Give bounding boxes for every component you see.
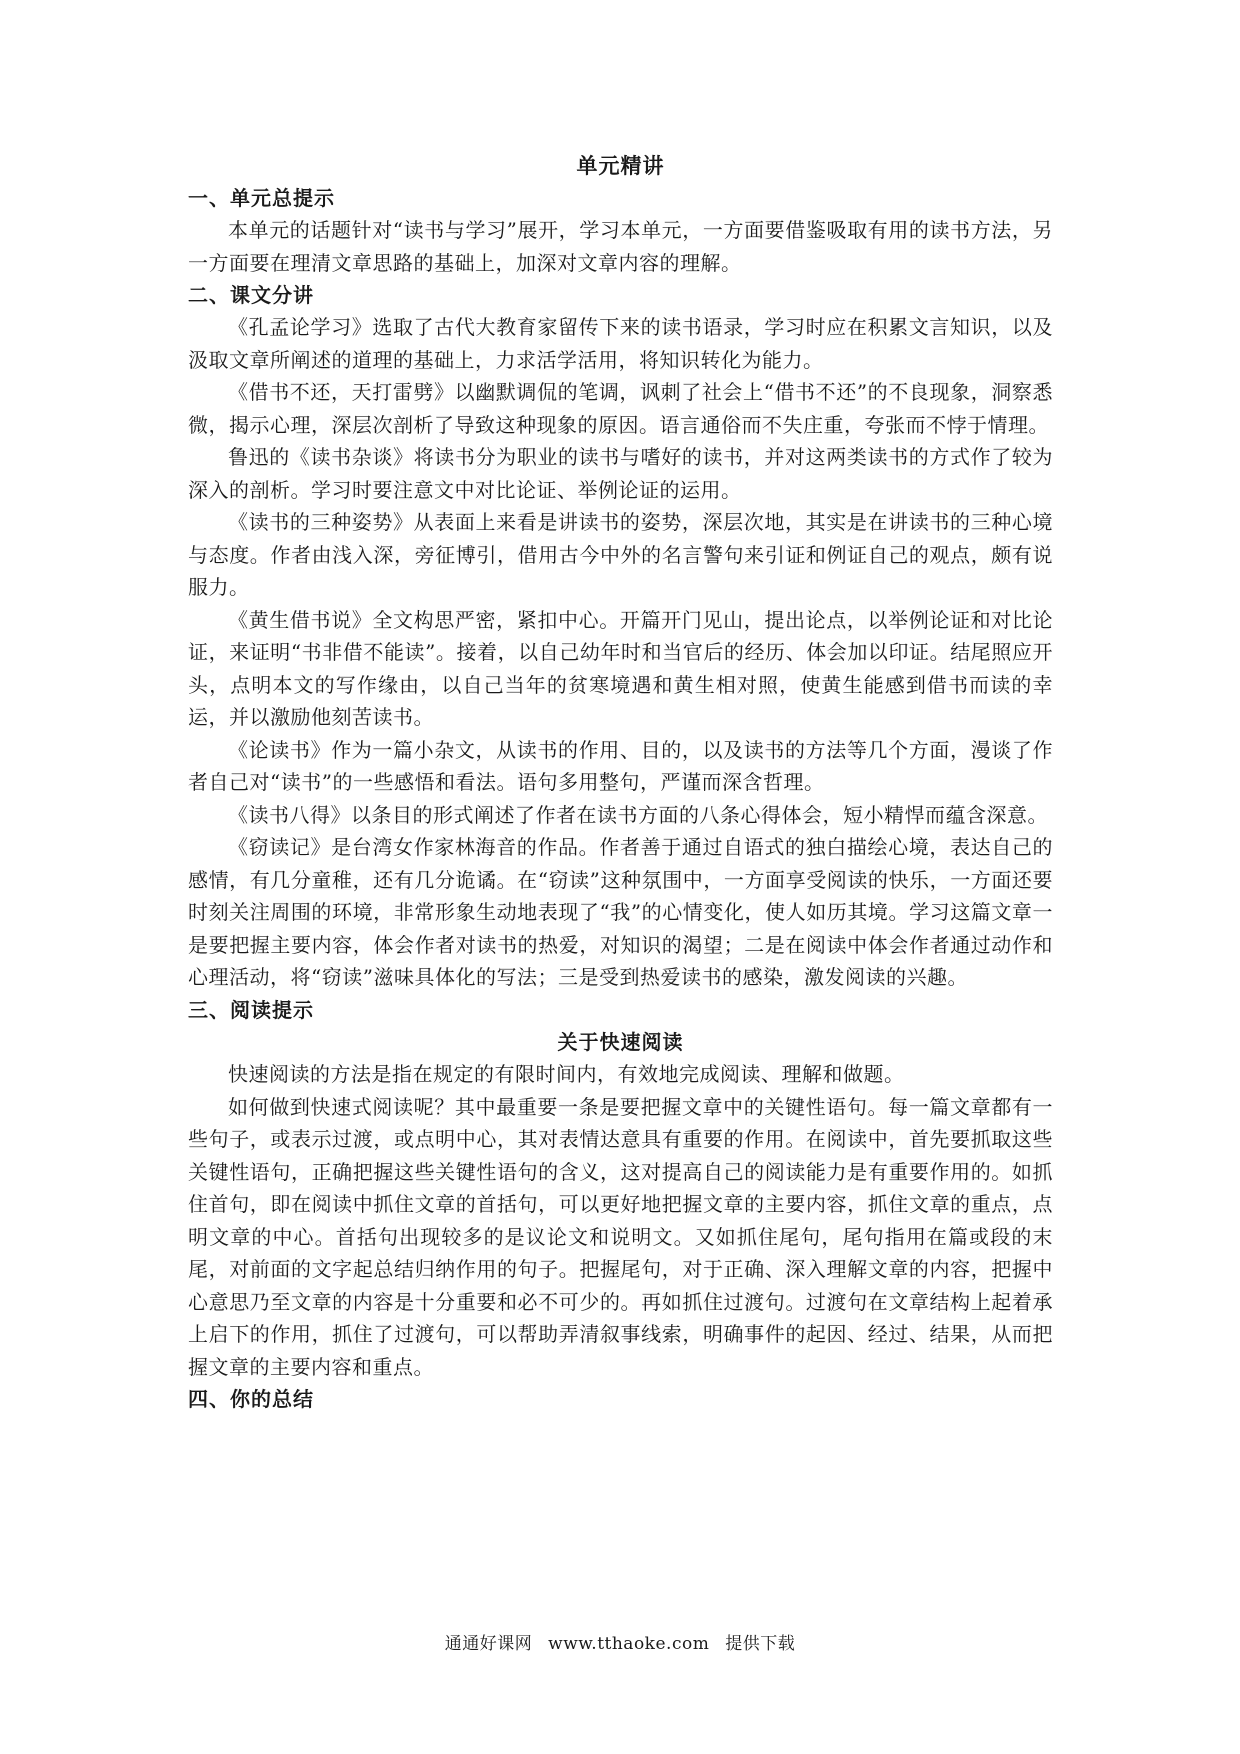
section-heading: 四、你的总结 [188,1387,314,1411]
footer-suffix: 提供下载 [725,1634,796,1654]
footer-site-name: 通通好课网 [444,1634,533,1654]
section-heading: 三、阅读提示 [188,997,314,1022]
page-footer [0,1632,1240,1656]
paragraph: 《借书不还，天打雷劈》以幽默调侃的笔调，讽刺了社会上“借书不还”的不良现象，洞察悉微，揭示心理，深层次剖析了导致这种现象的原因。语言通俗而不失庄重，夸张而不悖于情理。 [188,380,1053,437]
section-heading: 二、课文分讲 [188,283,314,307]
section-unit-overview [188,182,1053,279]
paragraph: 如何做到快速式阅读呢？其中最重要一条是要把握文章中的关键性语句。每一篇文章都有一些句子，或表示过渡，或点明中心，其对表情达意具有重要的作用。在阅读中，首先要抓取这些关键性语句，正确把握这些关键性语句的含义，这对提高自己的阅读能力是有重要作用的。如抓住首句，即在阅读中抓住文章的首括句，可以更好地把握文章的主要内容，抓住文章的重点，点明文章的中心。首括句出现较多的是议论文和说明文。又如抓住尾句，尾句指用在篇或段的末尾，对前面的文字起总结归纳作用的句子。把握尾句，对于正确、深入理解文章的内容，把握中心意思乃至文章的内容是十分重要和必不可少的。再如抓住过渡句。过渡句在文章结构上起着承上启下的作用，抓住了过渡句，可以帮助弄清叙事线索，明确事件的起因、经过、结果，从而把握文章的主要内容和重点。 [188,1094,1053,1379]
page-title: 单元精讲 [576,154,665,178]
subheading: 关于快速阅读 [557,1029,684,1054]
paragraph: 快速阅读的方法是指在规定的有限时间内，有效地完成阅读、理解和做题。 [228,1062,905,1086]
paragraph: 《读书的三种姿势》从表面上来看是讲读书的姿势，深层次地，其实是在讲读书的三种心境与态度。作者由浅入深，旁征博引，借用古今中外的名言警句来引证和例证自己的观点，颇有说服力。 [188,510,1053,599]
section-your-summary [188,1383,1053,1415]
paragraph: 《论读书》作为一篇小杂文，从读书的作用、目的，以及读书的方法等几个方面，漫谈了作者自己对“读书”的一些感悟和看法。语句多用整句，严谨而深含哲理。 [188,737,1053,794]
paragraph: 《黄生借书说》全文构思严密，紧扣中心。开篇开门见山，提出论点，以举例论证和对比论证，来证明“书非借不能读”。接着，以自己幼年时和当官后的经历、体会加以印证。结尾照应开头，点明本文的写作缘由，以自己当年的贫寒境遇和黄生相对照，使黄生能感到借书而读的幸运，并以激励他刻苦读书。 [188,607,1053,729]
paragraph: 鲁迅的《读书杂谈》将读书分为职业的读书与嗜好的读书，并对这两类读书的方式作了较为深入的剖析。学习时要注意文中对比论证、举例论证的运用。 [188,445,1053,502]
footer-url: www.tthaoke.com [548,1634,710,1654]
paragraph: 本单元的话题针对“读书与学习”展开，学习本单元，一方面要借鉴吸取有用的读书方法，另一方面要在理清文章思路的基础上，加深对文章内容的理解。 [188,218,1053,275]
document-page [188,150,1053,1415]
paragraph: 《孔孟论学习》选取了古代大教育家留传下来的读书语录，学习时应在积累文言知识，以及汲取文章所阐述的道理的基础上，力求活学活用，将知识转化为能力。 [188,315,1053,372]
section-reading-tips [188,994,1053,1384]
section-lesson-analysis [188,279,1053,994]
section-heading: 一、单元总提示 [188,186,335,210]
paragraph: 《读书八得》以条目的形式阐述了作者在读书方面的八条心得体会，短小精悍而蕴含深意。 [228,802,1048,827]
paragraph: 《窃读记》是台湾女作家林海音的作品。作者善于通过自语式的独白描绘心境，表达自己的感情，有几分童稚，还有几分诡谲。在“窃读”这种氛围中，一方面享受阅读的快乐，一方面还要时刻关注周围的环境，非常形象生动地表现了“我”的心情变化，使人如历其境。学习这篇文章一是要把握主要内容，体会作者对读书的热爱，对知识的渴望；二是在阅读中体会作者通过动作和心理活动，将“窃读”滋味具体化的写法；三是受到热爱读书的感染，激发阅读的兴趣。 [188,835,1053,989]
